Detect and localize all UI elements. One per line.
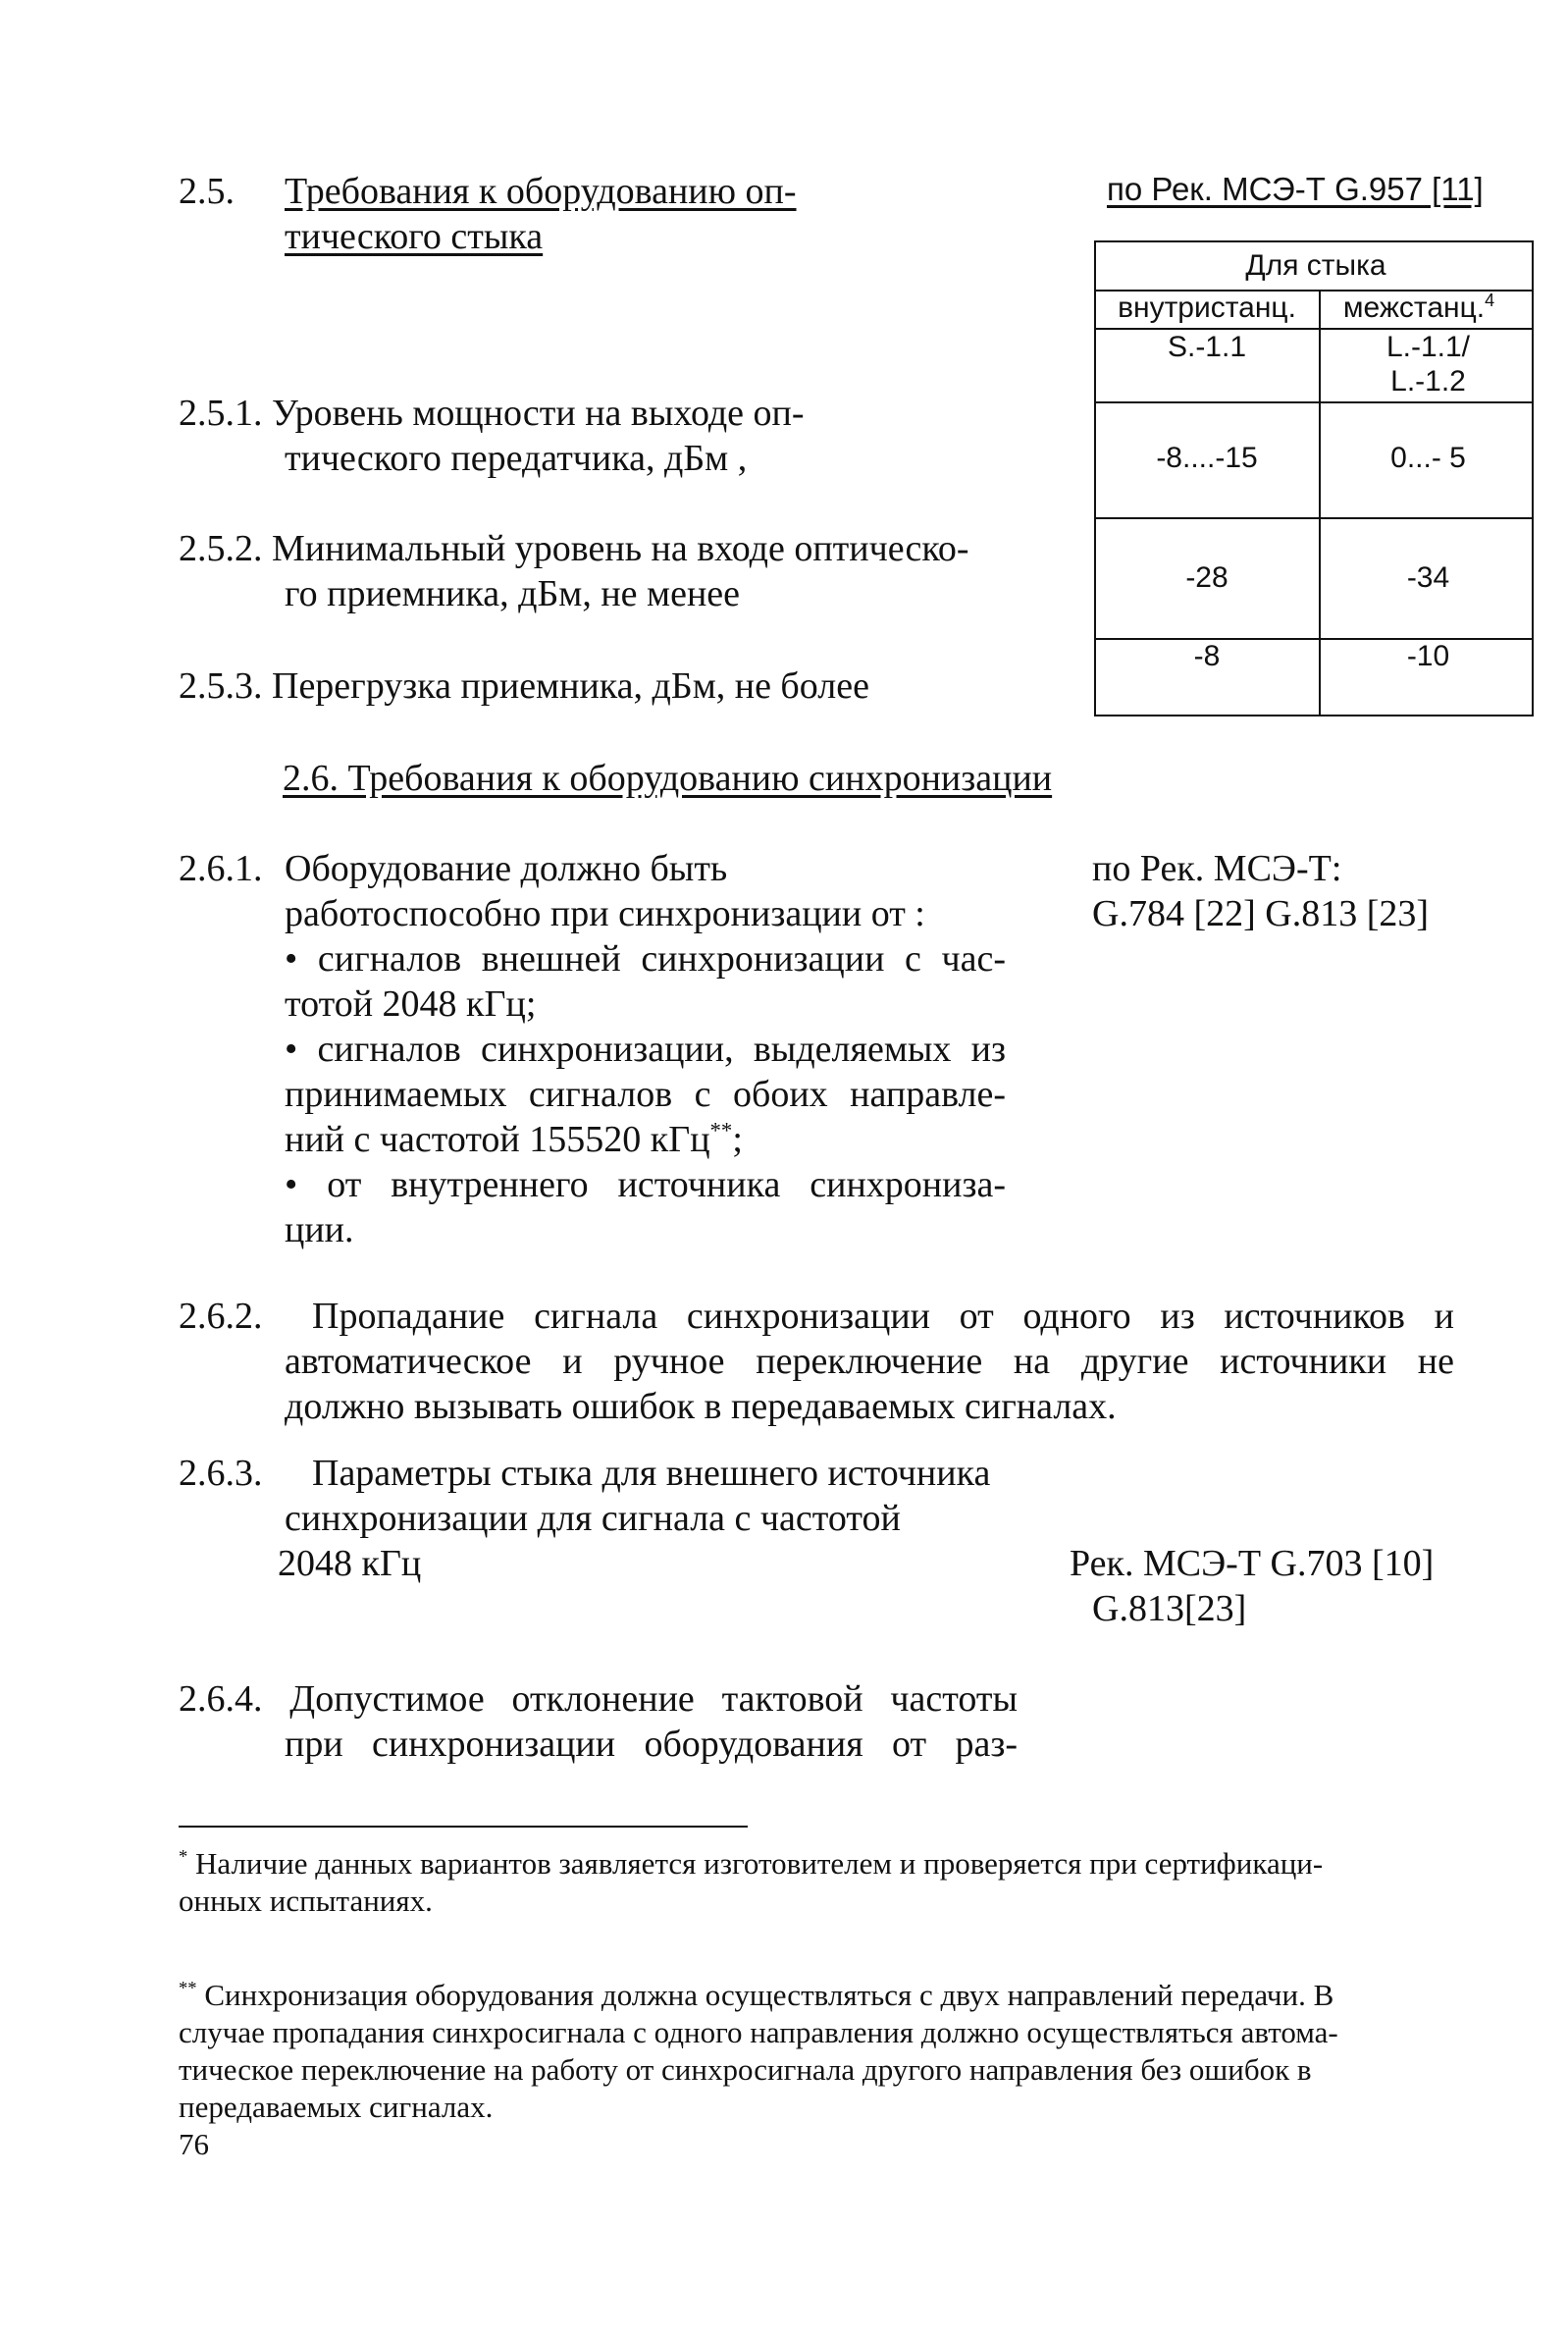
table-col-inter: межстанц.$^4$ <box>1342 291 1495 324</box>
item-number: 2.6.3. <box>179 1453 263 1494</box>
item-2-6-1-reference: по Рек. МСЭ-Т: <box>1092 848 1342 889</box>
table-cell: -8....-15 <box>1156 442 1258 474</box>
item-2-6-3-reference: Рек. МСЭ-Т G.703 [10] <box>1070 1543 1435 1584</box>
item-2-6-2-line: автоматическое и ручное переключение на другие источники не <box>285 1341 1454 1382</box>
bullet-received-sync-continued: ний с частотой 155520 кГц**; <box>285 1118 743 1160</box>
item-2-6-3-line: Параметры стыка для внешнего источника <box>312 1453 991 1494</box>
table-cell: -34 <box>1406 561 1450 594</box>
table-header: Для стыка <box>1245 249 1386 282</box>
table-cell: 0...- 5 <box>1390 442 1466 474</box>
item-2-5-1: 2.5.1. Уровень мощности на выходе оп- <box>179 393 805 434</box>
section-2-6-title: 2.6. Требования к оборудованию синхронизации <box>283 758 1053 799</box>
item-2-5-2-continued: го приемника, дБм, не менее <box>285 573 741 614</box>
page-number: 76 <box>179 2127 209 2161</box>
item-2-6-4-continued: при синхронизации оборудования от раз- <box>285 1724 1018 1765</box>
footnote-2-continued: случае пропадания синхросигнала с одного направления должно осуществляться автома- <box>179 2015 1338 2049</box>
table-cell: L.-1.1/ <box>1385 331 1471 363</box>
item-2-6-3-reference-continued: G.813[23] <box>1092 1588 1247 1629</box>
table-cell: -8 <box>1193 640 1221 672</box>
item-2-6-3-line: 2048 кГц <box>278 1543 422 1584</box>
item-2-6-1-line: Оборудование должно быть <box>285 848 728 889</box>
section-number: 2.5. <box>179 171 235 212</box>
section-title: Требования к оборудованию оп- <box>285 171 797 212</box>
bullet-received-sync: • сигналов синхронизации, выделяемых из <box>285 1029 1006 1070</box>
bullet-internal-source: • от внутреннего источника синхрониза- <box>285 1164 1006 1205</box>
table-cell: S.-1.1 <box>1167 331 1247 363</box>
footnote-1: * Наличие данных вариантов заявляется изготовителем и проверяется при сертификаци- <box>179 1846 1324 1881</box>
bullet-internal-source-continued: ции. <box>285 1209 354 1250</box>
item-number: 2.6.2. <box>179 1296 263 1337</box>
item-2-6-3-line: синхронизации для сигнала с частотой <box>285 1498 901 1539</box>
table-col-intra: внутристанц. <box>1118 292 1296 324</box>
table-cell: -28 <box>1185 561 1228 594</box>
bullet-external-sync-continued: тотой 2048 кГц; <box>285 983 537 1025</box>
item-2-6-2-line: Пропадание сигнала синхронизации от одного из источников и <box>312 1296 1454 1337</box>
item-2-5-2: 2.5.2. Минимальный уровень на входе оптическо- <box>179 528 969 569</box>
item-2-5-1-continued: тического передатчика, дБм , <box>285 438 748 479</box>
item-2-6-1-line: работоспособно при синхронизации от : <box>285 893 925 934</box>
footnote-2-continued: передаваемых сигналах. <box>179 2090 494 2124</box>
footnote-divider <box>179 1826 748 1828</box>
item-2-6-1-reference-continued: G.784 [22] G.813 [23] <box>1092 893 1430 934</box>
standard-reference: по Рек. МСЭ-Т G.957 [11] <box>1107 171 1484 207</box>
bullet-received-sync-continued: принимаемых сигналов с обоих направле- <box>285 1074 1006 1115</box>
item-2-6-4: 2.6.4. Допустимое отклонение тактовой частоты <box>179 1678 1018 1720</box>
item-number: 2.6.1. <box>179 848 263 889</box>
item-2-5-3: 2.5.3. Перегрузка приемника, дБм, не более <box>179 665 869 707</box>
footnote-2-continued: тическое переключение на работу от синхросигнала другого направления без ошибок в <box>179 2052 1312 2087</box>
table-cell: -10 <box>1406 640 1450 672</box>
item-2-6-2-line: должно вызывать ошибок в передаваемых сигналах. <box>285 1386 1117 1427</box>
footnote-2: ** Синхронизация оборудования должна осуществляться с двух направлений передачи. В <box>179 1978 1334 2012</box>
bullet-external-sync: • сигналов внешней синхронизации с час- <box>285 938 1006 980</box>
interface-table <box>1094 240 1534 716</box>
section-title-continued: тического стыка <box>285 216 544 257</box>
footnote-1-continued: онных испытаниях. <box>179 1883 433 1918</box>
table-cell: L.-1.2 <box>1390 365 1466 398</box>
